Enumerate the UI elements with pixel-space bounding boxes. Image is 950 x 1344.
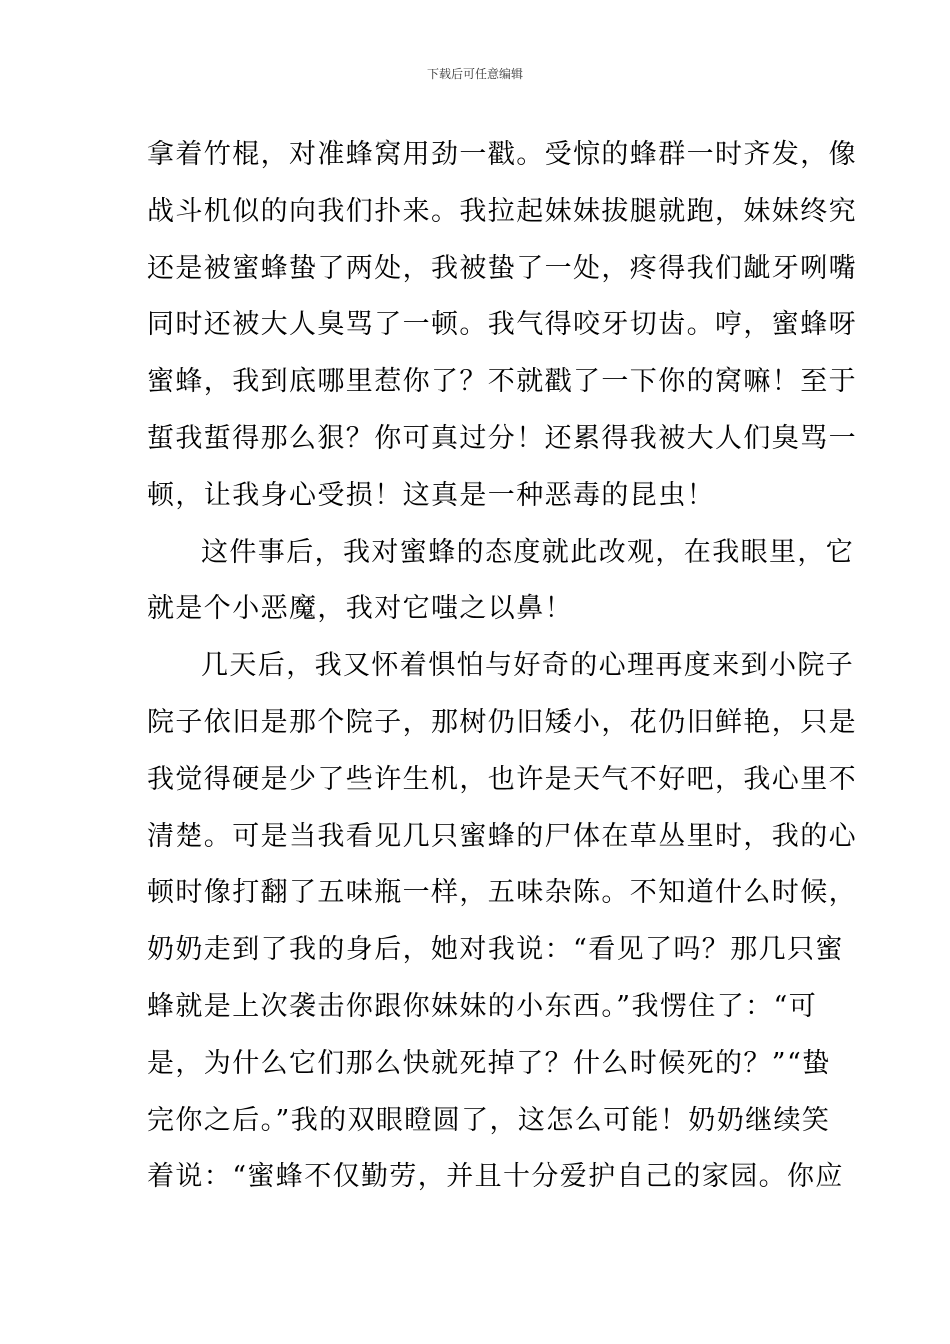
- text-line-paragraph-start: 这件事后，我对蜜蜂的态度就此改观，在我眼里，它: [201, 536, 855, 568]
- text-line: 就是个小恶魔，我对它嗤之以鼻！: [147, 593, 573, 625]
- text-line: 清楚。可是当我看见几只蜜蜂的尸体在草丛里时，我的心: [147, 820, 857, 852]
- text-line: 顿，让我身心受损！这真是一种恶毒的昆虫！: [147, 479, 715, 511]
- text-line: 院子依旧是那个院子，那树仍旧矮小，花仍旧鲜艳，只是: [147, 706, 857, 738]
- text-line: 拿着竹棍，对准蜂窝用劲一戳。受惊的蜂群一时齐发，像: [147, 139, 857, 170]
- text-line-paragraph-start: 几天后，我又怀着惧怕与好奇的心理再度来到小院子: [201, 650, 855, 682]
- text-line: 奶奶走到了我的身后，她对我说：“看见了吗？那几只蜜: [147, 934, 844, 966]
- text-line: 完你之后。”我的双眼瞪圆了，这怎么可能！奶奶继续笑: [147, 1104, 831, 1136]
- text-line: 蜇我蜇得那么狠？你可真过分！还累得我被大人们臭骂一: [147, 422, 857, 454]
- text-line: 顿时像打翻了五味瓶一样，五味杂陈。不知道什么时候，: [147, 877, 857, 909]
- text-line: 蜜蜂，我到底哪里惹你了？不就戳了一下你的窝嘛！至于: [147, 366, 857, 398]
- page-header: 下载后可任意编辑: [426, 67, 523, 81]
- text-line: 我觉得硬是少了些许生机，也许是天气不好吧，我心里不: [147, 763, 857, 795]
- text-line: 着说：“蜜蜂不仅勤劳，并且十分爱护自己的家园。你应: [147, 1161, 844, 1193]
- document-body: [147, 127, 857, 1206]
- text-line: 同时还被大人臭骂了一顿。我气得咬牙切齿。哼，蜜蜂呀: [147, 309, 857, 341]
- text-line: 还是被蜜蜂蛰了两处，我被蛰了一处，疼得我们龇牙咧嘴: [147, 252, 857, 284]
- text-line: 战斗机似的向我们扑来。我拉起妹妹拔腿就跑，妹妹终究: [147, 195, 857, 227]
- text-line: 蜂就是上次袭击你跟你妹妹的小东西。”我愣住了：“可: [147, 990, 818, 1022]
- text-line: 是，为什么它们那么快就死掉了？什么时候死的？”“蛰: [147, 1047, 831, 1079]
